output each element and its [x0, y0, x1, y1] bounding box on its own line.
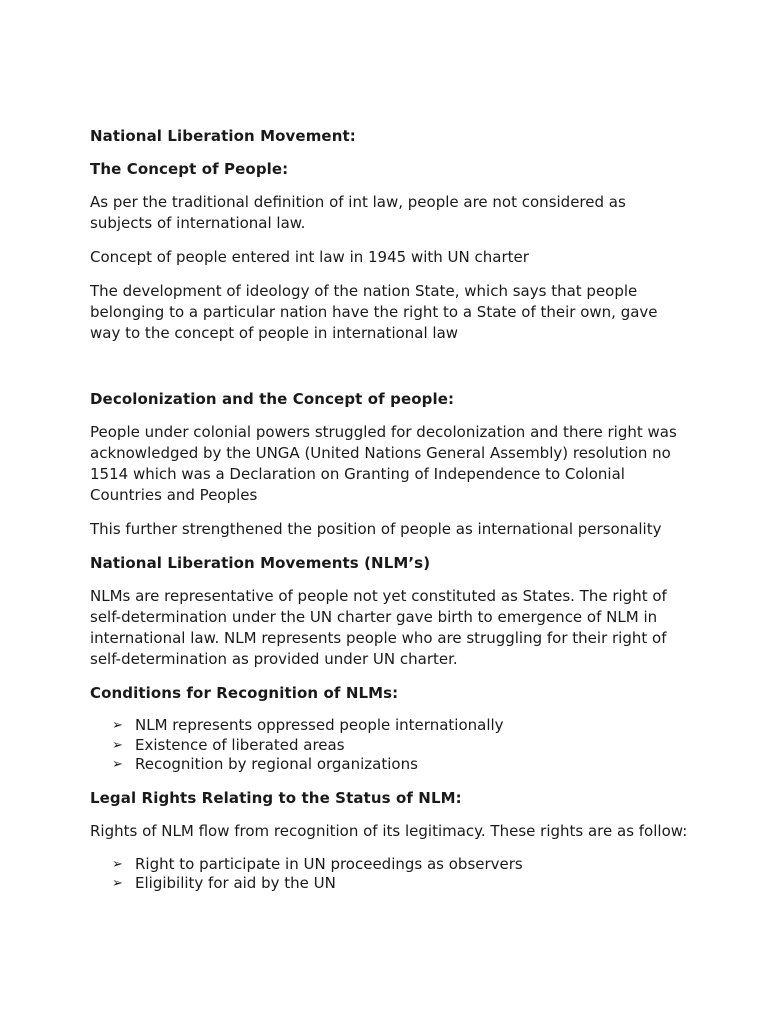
- list-item: [112, 736, 690, 756]
- spacer: [90, 357, 690, 389]
- paragraph: The development of ideology of the nation State, which says that people belonging to a particular nation have the right to a State of their own, gave way to the concept of people in international law: [90, 282, 658, 342]
- paragraph: Concept of people entered int law in 1945 with UN charter: [90, 248, 529, 266]
- paragraph: NLMs are representative of people not yet constituted as States. The right of self-determination under the UN charter gave birth to emergence of NLM in international law. NLM represents people who are struggling for their right of self-determination as provided under UN charter.: [90, 587, 667, 668]
- list-item-text: Eligibility for aid by the UN: [135, 874, 336, 892]
- paragraph: As per the traditional definition of int law, people are not considered as subjects of international law.: [90, 193, 626, 232]
- list-item-text: Recognition by regional organizations: [135, 755, 418, 773]
- list-item: [112, 874, 690, 894]
- section-heading-nlms: National Liberation Movements (NLM’s): [90, 554, 431, 572]
- arrow-bullet-icon: ➢: [112, 718, 123, 733]
- rights-list: [90, 855, 690, 894]
- section-heading-decolonization: Decolonization and the Concept of people:: [90, 390, 455, 408]
- list-item: [112, 855, 690, 875]
- paragraph: This further strengthened the position of people as international personality: [90, 520, 662, 538]
- list-item-text: Existence of liberated areas: [135, 735, 345, 754]
- arrow-bullet-icon: ➢: [112, 876, 123, 891]
- section-heading-legal-rights: Legal Rights Relating to the Status of NLM:: [90, 788, 462, 807]
- section-heading-conditions: Conditions for Recognition of NLMs:: [90, 684, 399, 702]
- arrow-bullet-icon: ➢: [112, 757, 123, 772]
- list-item-text: NLM represents oppressed people internationally: [135, 716, 504, 734]
- list-item-text: Right to participate in UN proceedings as observers: [135, 854, 523, 873]
- paragraph: People under colonial powers struggled for decolonization and there right was acknowledged by the UNGA (United Nations General Assembly) resolution no 1514 which was a Declaration on Granting of Independence to Colonial Countries and Peoples: [90, 423, 677, 504]
- arrow-bullet-icon: ➢: [112, 856, 123, 872]
- document-page: [90, 126, 690, 907]
- conditions-list: [90, 716, 690, 775]
- arrow-bullet-icon: ➢: [112, 737, 123, 753]
- section-heading-concept-of-people: The Concept of People:: [90, 160, 289, 178]
- list-item: [112, 755, 690, 775]
- list-item: [112, 716, 690, 736]
- paragraph: Rights of NLM flow from recognition of its legitimacy. These rights are as follow:: [90, 821, 688, 840]
- document-title: National Liberation Movement:: [90, 127, 356, 145]
